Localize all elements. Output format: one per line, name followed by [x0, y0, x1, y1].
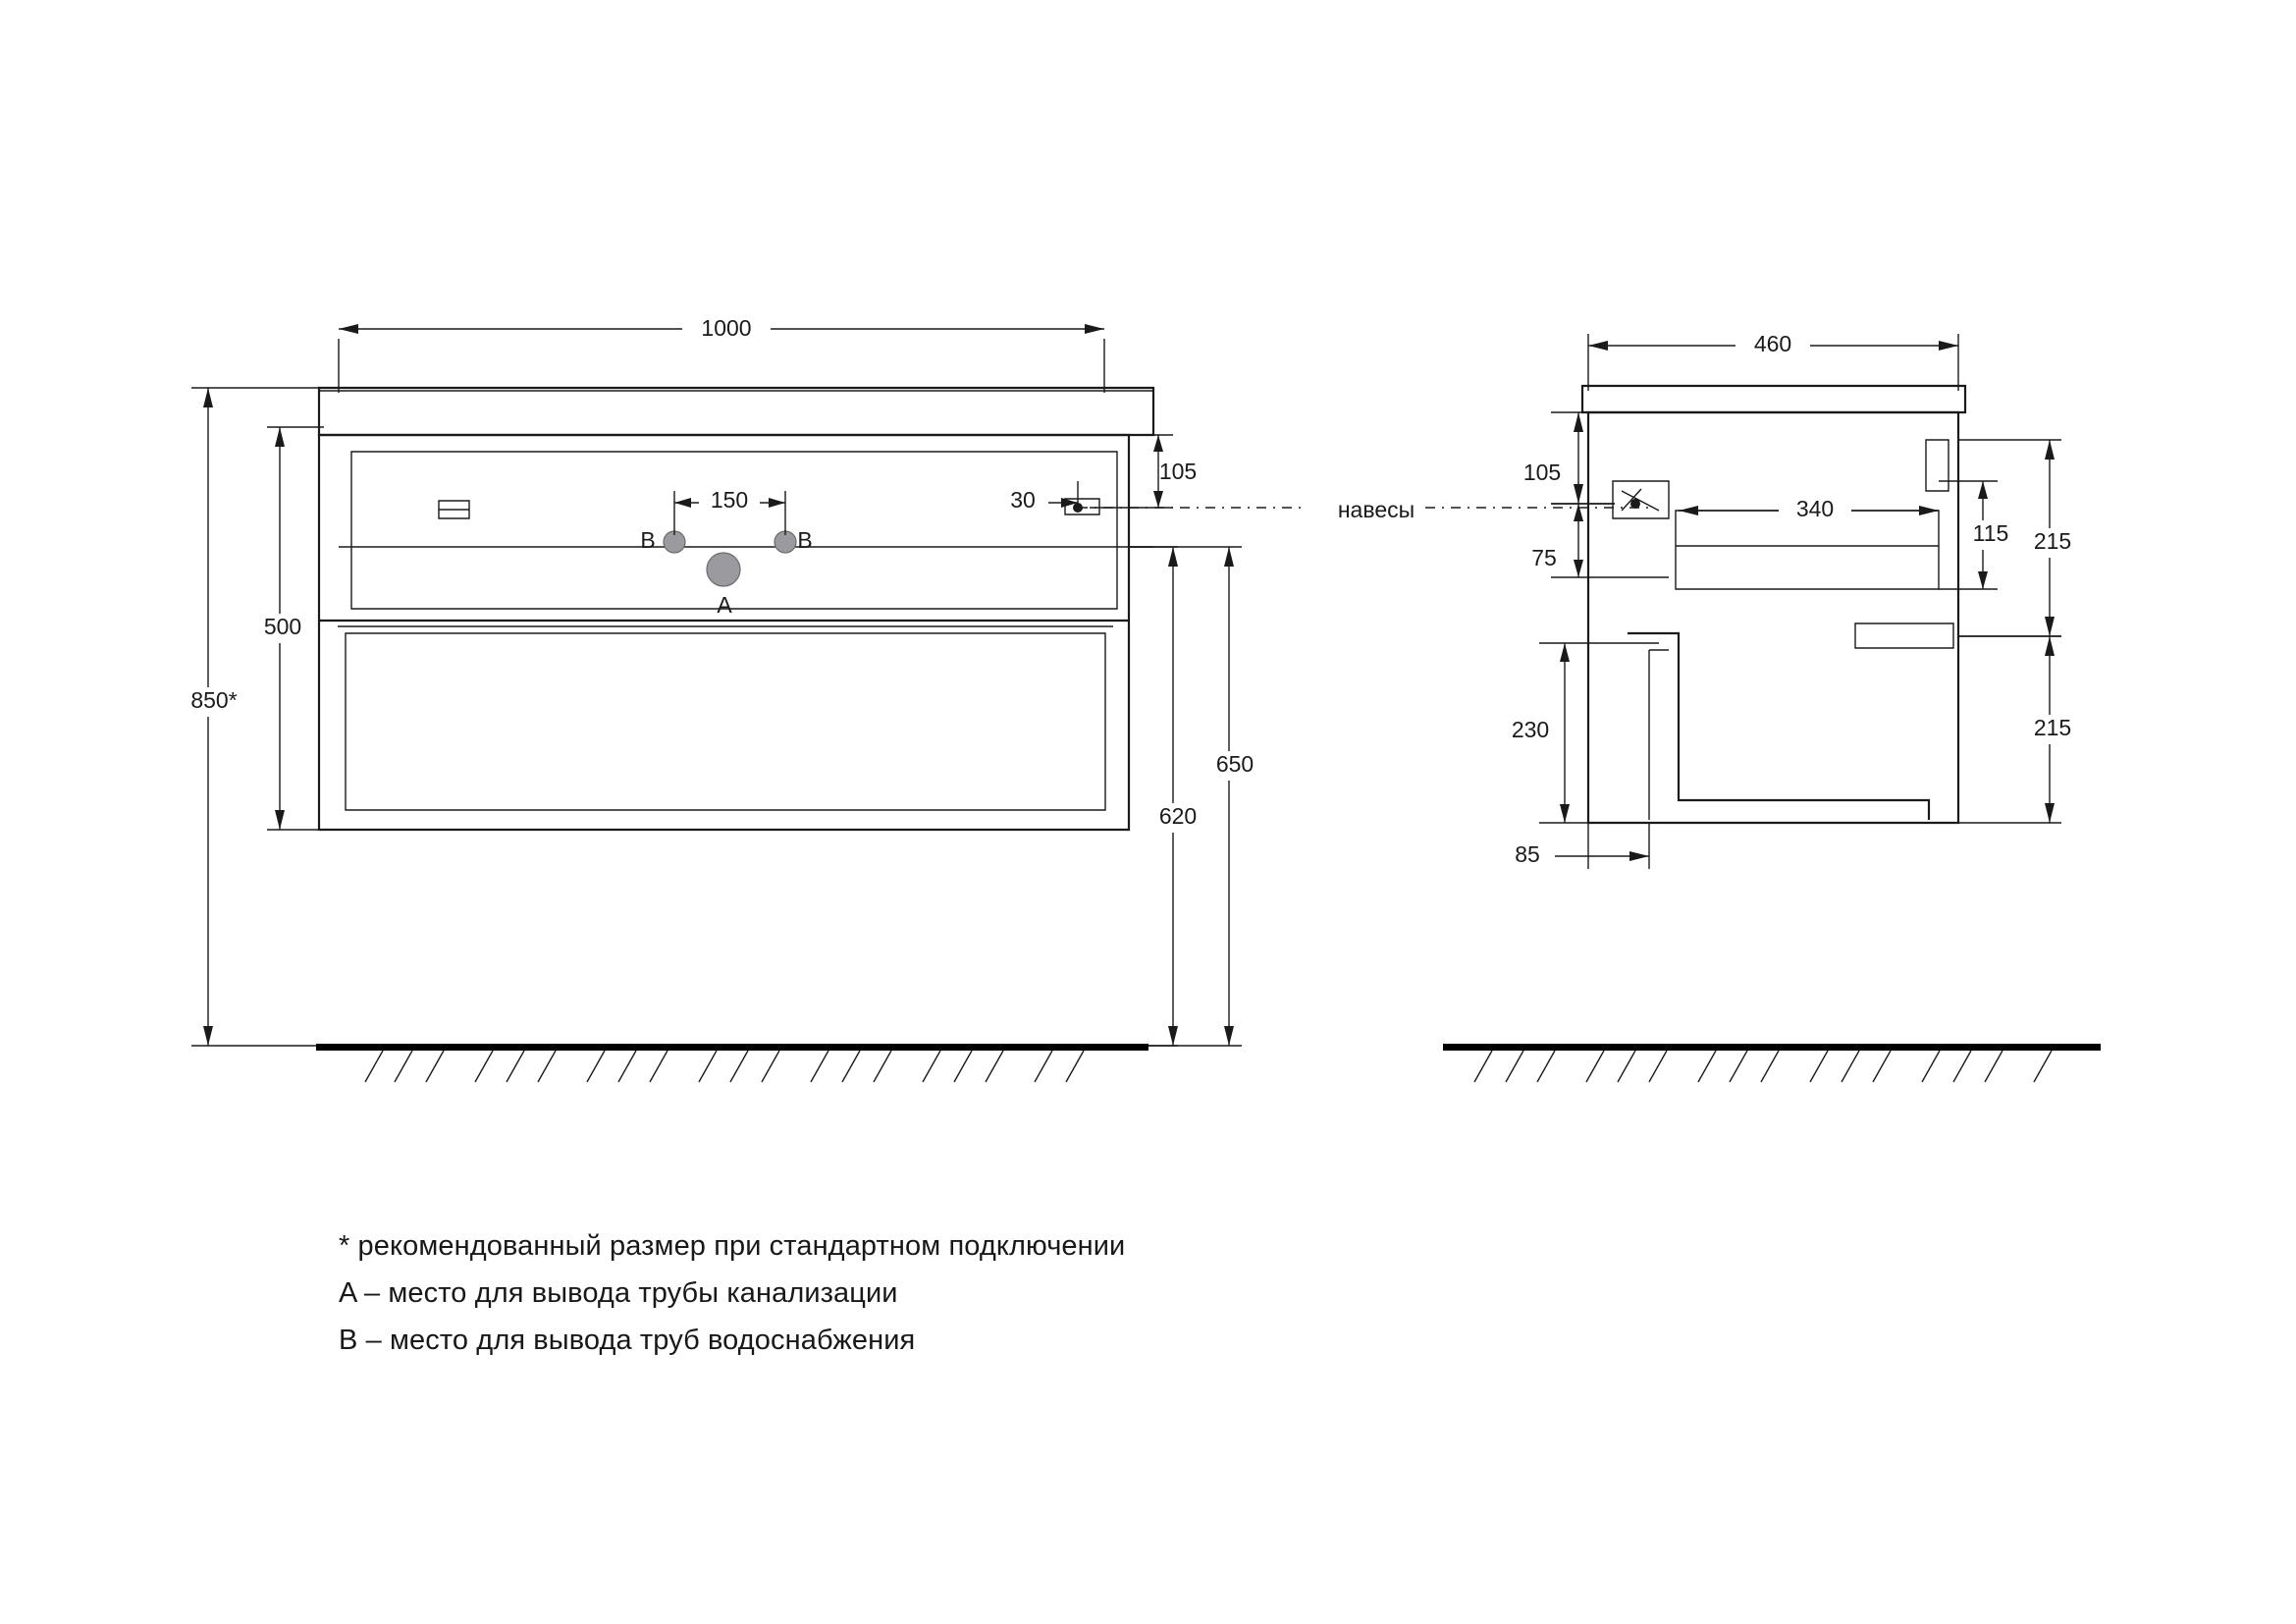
- dim-75-text: 75: [1531, 545, 1557, 571]
- dim-500-arrow-top: [275, 427, 285, 447]
- side-hanger-dot: [1630, 499, 1640, 509]
- dim-150-text: 150: [710, 487, 749, 514]
- side-mid-rail: [1855, 623, 1953, 648]
- dim-215-bottom-arrow-bottom: [2045, 803, 2055, 823]
- dim-75-arrow-top: [1574, 504, 1583, 521]
- dim-75-arrow-bottom: [1574, 560, 1583, 577]
- dim-650-arrow-top: [1224, 547, 1234, 567]
- side-top-notch: [1926, 440, 1949, 491]
- dim-460-text: 460: [1753, 331, 1792, 357]
- side-lower-drawer-profile: [1628, 633, 1929, 820]
- dim-105-front-arrow-bottom: [1153, 491, 1163, 508]
- dim-230-arrow-top: [1560, 643, 1570, 662]
- front-lower-drawer: [346, 633, 1105, 810]
- dim-620-arrow-bottom: [1168, 1026, 1178, 1046]
- legend-notes: [339, 1222, 1517, 1364]
- marker-b-left-label: B: [640, 527, 656, 554]
- dim-620-arrow-top: [1168, 547, 1178, 567]
- front-view: [179, 314, 1649, 1082]
- dim-850-text: 850*: [190, 687, 238, 714]
- legend-line-1: * рекомендованный размер при стандартном подключении: [339, 1230, 1126, 1262]
- dim-215-top-arrow-top: [2045, 440, 2055, 460]
- dim-1000-text: 1000: [701, 315, 752, 342]
- dim-500-text: 500: [263, 614, 302, 640]
- dim-500-arrow-bottom: [275, 810, 285, 830]
- front-floor-hatch: [365, 1051, 1084, 1082]
- dim-650-text: 650: [1215, 751, 1255, 778]
- dim-105-front-text: 105: [1158, 459, 1198, 485]
- dim-230-arrow-bottom: [1560, 804, 1570, 823]
- dim-460-arrow-left: [1588, 341, 1608, 351]
- side-hanger-plate: [1613, 481, 1669, 518]
- dim-215-bottom-arrow-top: [2045, 636, 2055, 656]
- dim-105-side-arrow-bottom: [1574, 484, 1583, 504]
- front-countertop: [319, 388, 1153, 435]
- side-hanger-diag-1: [1622, 491, 1659, 511]
- dim-150-arrow-right: [769, 498, 785, 508]
- dim-850-arrow-bottom: [203, 1026, 213, 1046]
- dim-850-arrow-top: [203, 388, 213, 407]
- marker-b-right-label: B: [797, 527, 813, 554]
- dim-85-text: 85: [1515, 841, 1540, 868]
- dim-105-side-arrow-top: [1574, 412, 1583, 432]
- dim-215-top-text: 215: [2033, 528, 2072, 555]
- dim-230-text: 230: [1511, 717, 1550, 743]
- dim-115-text: 115: [1972, 520, 2009, 547]
- dim-1000-arrow-left: [339, 324, 358, 334]
- hanger-callout: навесы: [1337, 497, 1415, 523]
- dim-340-arrow-left: [1679, 506, 1698, 515]
- dim-215-top-arrow-bottom: [2045, 617, 2055, 636]
- dim-620-text: 620: [1158, 803, 1198, 830]
- dim-30-text: 30: [1010, 487, 1036, 514]
- marker-a-circle: [707, 553, 740, 586]
- front-upper-drawer: [351, 452, 1117, 609]
- side-view: [1443, 331, 2101, 1082]
- dim-115-arrow-top: [1978, 481, 1988, 499]
- dim-1000-arrow-right: [1085, 324, 1104, 334]
- dim-215-bottom-text: 215: [2033, 715, 2072, 741]
- dim-340-arrow-right: [1919, 506, 1939, 515]
- marker-a-label: A: [717, 592, 732, 619]
- side-cabinet-body: [1588, 412, 1958, 823]
- dim-150-arrow-left: [674, 498, 691, 508]
- side-floor-hatch: [1474, 1051, 2052, 1082]
- legend-line-2: A – место для вывода трубы канализации: [339, 1277, 898, 1309]
- dim-85-arrow: [1629, 851, 1649, 861]
- side-floor-line: [1443, 1044, 2101, 1051]
- dim-105-front-arrow-top: [1153, 435, 1163, 452]
- front-floor-line: [316, 1044, 1148, 1051]
- dim-115-arrow-bottom: [1978, 571, 1988, 589]
- side-countertop: [1582, 386, 1965, 412]
- legend-line-3: B – место для вывода труб водоснабжения: [339, 1325, 916, 1356]
- dim-105-side-text: 105: [1522, 460, 1562, 486]
- dim-460-arrow-right: [1939, 341, 1958, 351]
- dim-340-text: 340: [1795, 496, 1835, 522]
- dim-650-arrow-bottom: [1224, 1026, 1234, 1046]
